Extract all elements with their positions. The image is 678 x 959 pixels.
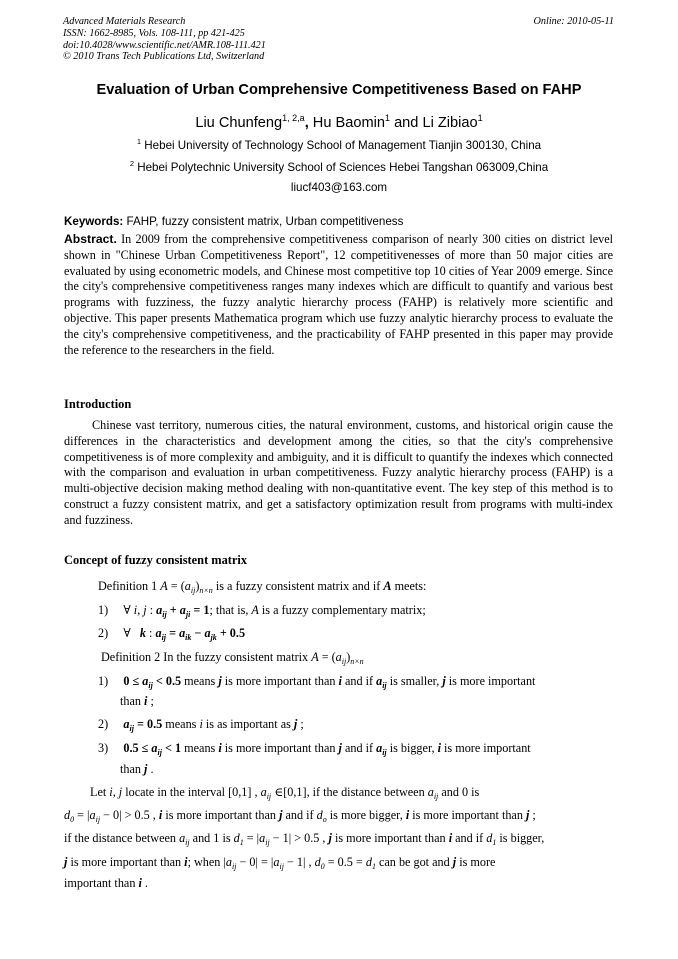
- abstract-text: In 2009 from the comprehensive competitiveness comparison of nearly 300 cities on district level shown in "Chinese Urban Competitiveness Report", 12 competitivenesses of more than 50 major cities are evaluated by using econometric models, and Chinese most competitive top 10 cities of Year 2009 emerge. Since the city's comprehensive competitiveness ranges many indexes which are difficult to quantify and various best programs with fuzziness, the fuzzy analytic hierarchy process (FAHP) is relatively more scientific and objective. This paper presents Mathematica program which use fuzzy analytic hierarchy process to evaluate the the city's comprehensive competitiveness, and the practicability of FAHP presented in this paper may provide the reference to the researchers in the field.: [64, 232, 614, 357]
- item1-tail: is a fuzzy complementary matrix;: [258, 603, 426, 617]
- paragraph-line-3: if the distance between $a_{ij}$ and 1 is $d_1 = |a_{ij} - 1| > 0.5$ , j is more important than i and if $d_1$ is bigger,: [64, 831, 545, 847]
- def2-text: Definition 2 In the fuzzy consistent matrix: [101, 650, 312, 664]
- definition-2: Definition 2 In the fuzzy consistent matrix $A = (a_{ij})_{n\times n}$: [101, 650, 364, 666]
- copyright-line: © 2010 Trans Tech Publications Ltd, Switzerland: [63, 51, 265, 63]
- item-number: 2): [98, 717, 109, 731]
- author-name: Hu Baomin: [312, 115, 385, 131]
- paper-title: Evaluation of Urban Comprehensive Competitiveness Based on FAHP: [96, 82, 582, 98]
- condition-1: 1) $0 \le a_{ij} < 0.5$ means j is more important than i and if $a_{ij}$ is smaller, j is more important: [98, 674, 536, 690]
- definition-1-item-2: 2) ∀ k : $a_{ij} = a_{ik} - a_{jk} + 0.5$: [98, 626, 246, 642]
- keywords-label: Keywords:: [64, 215, 124, 228]
- affiliation-1: [40, 137, 638, 152]
- author-sup: 1: [385, 113, 391, 123]
- paragraph-line-4: j is more important than i; when $|a_{ij} - 0| = |a_{ij} - 1|$ , $d_0 = 0.5 = d_1$ can be got and j is more: [64, 855, 496, 871]
- item-number: 3): [98, 741, 109, 755]
- affiliation-text: Hebei Polytechnic University School of Sciences Hebei Tangshan 063009,China: [137, 161, 549, 174]
- author-name: Li Zibiao: [422, 115, 478, 131]
- item1-text: ; that is,: [209, 603, 252, 617]
- doi-line: doi:10.4028/www.scientific.net/AMR.108-111.421: [63, 39, 266, 51]
- introduction-text: Chinese vast territory, numerous cities, the natural environment, customs, and historical origin cause the differences in the characteristics and development among the cities, so that the city's comprehensive competitiveness is of more complexity and ambiguity, and it is difficult to quantify the indexes which connected with the comparison and evaluation in urban competitiveness. Fuzzy analytic hierarchy process (FAHP) is a multi-objective decision making method dealing with non-quantitative event. The key step of this method is to construct a fuzzy consistent matrix, and get a satisfactory optimization result from programs with multi-index and fuzziness.: [64, 418, 613, 527]
- issn-line: ISSN: 1662-8985, Vols. 108-111, pp 421-425: [63, 27, 245, 39]
- journal-header: [63, 16, 266, 63]
- author-email: liucf403@163.com: [290, 181, 388, 194]
- def1-text: is a fuzzy consistent matrix and if: [212, 579, 384, 593]
- author-sep: ,: [304, 115, 313, 131]
- affiliation-sup: 1: [136, 137, 142, 146]
- concept-heading: Concept of fuzzy consistent matrix: [64, 553, 248, 567]
- condition-2: 2) $a_{ij} = 0.5$ means i is as important as j ;: [98, 717, 304, 733]
- condition-3-cont: than j .: [120, 762, 154, 776]
- keywords-line: [64, 215, 403, 228]
- affiliation-2: [40, 159, 638, 174]
- item-number: 1): [98, 674, 109, 688]
- item-number: 2): [98, 626, 109, 640]
- affiliation-text: Hebei University of Technology School of Management Tianjin 300130, China: [144, 139, 542, 152]
- def1-tail: meets:: [391, 579, 427, 593]
- paragraph-line-2: $d_0 = |a_{ij} - 0| > 0.5$ , i is more important than j and if $d_o$ is more bigger, i is more important than j ;: [64, 808, 536, 824]
- introduction-heading: Introduction: [64, 397, 132, 411]
- keywords-text: FAHP, fuzzy consistent matrix, Urban competitiveness: [126, 215, 404, 228]
- item-number: 1): [98, 603, 109, 617]
- definition-1-item-1: 1) ∀ i, j : $a_{ij} + a_{ji} = 1$; that is, A is a fuzzy complementary matrix;: [98, 603, 426, 619]
- online-date: Online: 2010-05-11: [533, 16, 614, 27]
- definition-1: Definition 1 $A = (a_{ij})_{n\times n}$ is a fuzzy consistent matrix and if A meets:: [98, 579, 427, 595]
- abstract: [64, 232, 613, 358]
- def1-label: Definition 1: [98, 579, 161, 593]
- paragraph-line-1: Let i, j locate in the interval [0,1] , $a_{ij}$ ∈[0,1], if the distance between $a_{ij}$ and 0 is: [90, 785, 480, 801]
- abstract-label: Abstract.: [64, 232, 117, 246]
- condition-1-cont: than i ;: [120, 694, 154, 708]
- paragraph-line-5: important than i .: [64, 876, 148, 890]
- condition-3: 3) $0.5 \le a_{ij} < 1$ means i is more important than j and if $a_{ij}$ is bigger, i is more important: [98, 741, 531, 757]
- author-name: Liu Chunfeng: [195, 115, 283, 131]
- affiliation-sup: 2: [129, 159, 134, 168]
- author-sup: 1, 2,a: [282, 113, 305, 123]
- author-list: [40, 113, 638, 131]
- journal-name: Advanced Materials Research: [63, 16, 186, 27]
- author-sep: and: [390, 115, 423, 131]
- author-sup: 1: [477, 113, 483, 123]
